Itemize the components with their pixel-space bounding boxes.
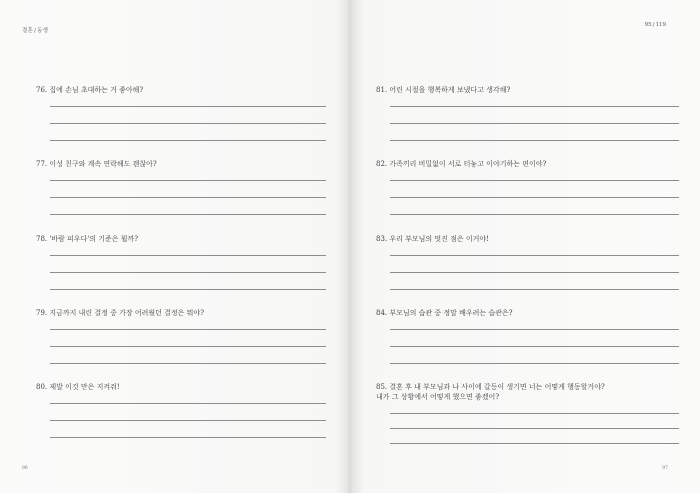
- question-text: 79. 지금까지 내린 결정 중 가장 어려웠던 결정은 뭐야?: [36, 309, 204, 317]
- answer-line[interactable]: [390, 255, 679, 256]
- answer-line[interactable]: [50, 420, 326, 421]
- answer-line[interactable]: [390, 363, 679, 364]
- question-text: 85. 결혼 후 내 부모님과 나 사이에 갈등이 생기면 너는 어떻게 행동할거야? 내가 그 상황에서 어떻게 했으면 좋겠어?: [376, 383, 605, 401]
- question-83: [376, 234, 679, 244]
- answer-line[interactable]: [50, 272, 326, 273]
- answer-line[interactable]: [390, 428, 679, 429]
- question-79: [36, 308, 326, 318]
- answer-line[interactable]: [50, 363, 326, 364]
- answer-line[interactable]: [390, 123, 679, 124]
- header-slash: /: [652, 22, 655, 28]
- answer-line[interactable]: [390, 413, 679, 414]
- page-number-left: 96: [22, 466, 28, 471]
- answer-line[interactable]: [50, 123, 326, 124]
- header-current-count: 95: [644, 22, 652, 28]
- answer-line[interactable]: [390, 140, 679, 141]
- answer-line[interactable]: [390, 329, 679, 330]
- question-80: [36, 382, 326, 392]
- header-total-count: 119: [655, 22, 666, 28]
- answer-line[interactable]: [390, 272, 679, 273]
- question-84: [376, 308, 679, 318]
- answer-line[interactable]: [390, 214, 679, 215]
- answer-line[interactable]: [50, 180, 326, 181]
- answer-line[interactable]: [50, 346, 326, 347]
- answer-line[interactable]: [390, 443, 679, 444]
- question-text: 76. 집에 손님 초대하는 거 좋아해?: [36, 86, 144, 94]
- question-81: [376, 85, 679, 95]
- question-text: 77. 이성 친구와 계속 연락해도 괜찮아?: [36, 160, 157, 168]
- answer-line[interactable]: [390, 180, 679, 181]
- answer-line[interactable]: [50, 214, 326, 215]
- question-text: 80. 제발 이것 만은 지켜줘!: [36, 383, 120, 391]
- question-text: 78. '바람 피우다'의 기준은 뭘까?: [36, 235, 139, 243]
- page-number-right: 97: [662, 466, 668, 471]
- question-text: 84. 부모님의 습관 중 정말 배우려는 습관은?: [376, 309, 513, 317]
- answer-line[interactable]: [50, 197, 326, 198]
- question-76: [36, 85, 326, 95]
- header-slash: /: [34, 28, 37, 34]
- answer-line[interactable]: [50, 106, 326, 107]
- answer-line[interactable]: [50, 255, 326, 256]
- question-text: 82. 가족끼리 비밀없이 서로 터놓고 이야기하는 편이야?: [376, 160, 547, 168]
- question-85: [376, 382, 679, 402]
- running-header-right: [645, 22, 666, 28]
- answer-line[interactable]: [50, 140, 326, 141]
- question-77: [36, 159, 326, 169]
- header-title-part1: 결혼: [22, 28, 34, 34]
- header-title-part2: 동생: [37, 28, 49, 34]
- question-78: [36, 234, 326, 244]
- answer-line[interactable]: [390, 197, 679, 198]
- answer-line[interactable]: [390, 289, 679, 290]
- answer-line[interactable]: [390, 106, 679, 107]
- answer-line[interactable]: [50, 403, 326, 404]
- question-text: 81. 어린 시절을 행복하게 보냈다고 생각해?: [376, 86, 511, 94]
- answer-line[interactable]: [50, 437, 326, 438]
- answer-line[interactable]: [50, 329, 326, 330]
- running-header-left: [22, 26, 48, 34]
- answer-line[interactable]: [50, 289, 326, 290]
- question-text: 83. 우리 부모님의 멋진 점은 이거야!: [376, 235, 489, 243]
- answer-line[interactable]: [390, 346, 679, 347]
- question-82: [376, 159, 679, 169]
